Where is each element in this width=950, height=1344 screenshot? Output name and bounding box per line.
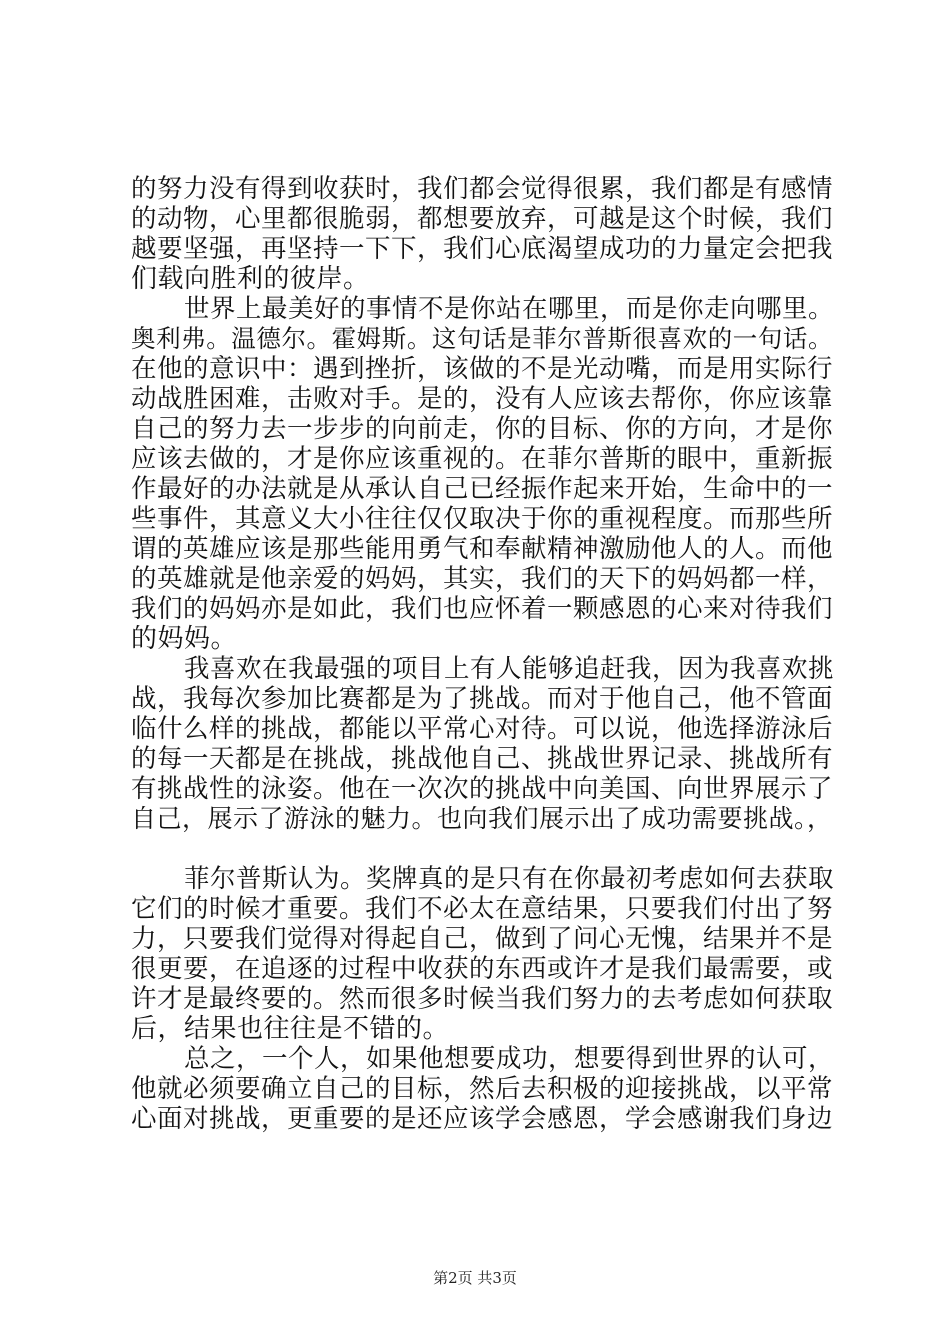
text-line: 菲尔普斯认为。奖牌真的是只有在你最初考虑如何去获取 [184, 864, 835, 894]
page-footer: 第2页 共3页 [433, 1269, 517, 1287]
text-line: 应该去做的，才是你应该重视的。在菲尔普斯的眼中，重新振 [131, 444, 834, 474]
text-line: 很更要，在追逐的过程中收获的东西或许才是我们最需要，或 [131, 954, 834, 984]
text-line: 后，结果也往往是不错的。 [131, 1014, 450, 1044]
text-line: 有挑战性的泳姿。他在一次次的挑战中向美国、向世界展示了 [131, 774, 834, 804]
text-line: 自己的努力去一步步的向前走，你的目标、你的方向，才是你 [131, 414, 834, 444]
text-line: 的努力没有得到收获时，我们都会觉得很累，我们都是有感情 [131, 174, 834, 204]
text-line: 它们的时候才重要。我们不必太在意结果，只要我们付出了努 [131, 894, 834, 924]
text-line: 我喜欢在我最强的项目上有人能够追赶我，因为我喜欢挑 [184, 654, 835, 684]
text-line: 谓的英雄应该是那些能用勇气和奉献精神激励他人的人。而他 [131, 534, 834, 564]
text-line: 作最好的办法就是从承认自己已经振作起来开始，生命中的一 [131, 474, 834, 504]
text-line: 在他的意识中：遇到挫折，该做的不是光动嘴，而是用实际行 [131, 354, 834, 384]
text-line: 的妈妈。 [131, 624, 238, 654]
text-line: 们载向胜利的彼岸。 [131, 264, 370, 294]
text-line: 心面对挑战，更重要的是还应该学会感恩，学会感谢我们身边 [131, 1104, 834, 1134]
text-line: 世界上最美好的事情不是你站在哪里，而是你走向哪里。 [184, 294, 835, 324]
text-line: 些事件，其意义大小往往仅仅取决于你的重视程度。而那些所 [131, 504, 834, 534]
text-line: 力，只要我们觉得对得起自己，做到了问心无愧，结果并不是 [131, 924, 834, 954]
text-line: 自己，展示了游泳的魅力。也向我们展示出了成功需要挑战。， [131, 804, 833, 833]
text-line: 我们的妈妈亦是如此，我们也应怀着一颗感恩的心来对待我们 [131, 594, 834, 624]
text-line: 的每一天都是在挑战，挑战他自己、挑战世界记录、挑战所有 [131, 744, 834, 774]
blank-line [131, 834, 833, 864]
text-line: 的动物，心里都很脆弱，都想要放弃，可越是这个时候，我们 [131, 204, 834, 234]
text-line: 奥利弗。温德尔。霍姆斯。这句话是菲尔普斯很喜欢的一句话。 [131, 324, 833, 353]
text-line: 他就必须要确立自己的目标，然后去积极的迎接挑战，以平常 [131, 1074, 834, 1104]
text-line: 战，我每次参加比赛都是为了挑战。而对于他自己，他不管面 [131, 684, 834, 714]
text-line: 临什么样的挑战，都能以平常心对待。可以说，他选择游泳后 [131, 714, 834, 744]
text-line: 越要坚强，再坚持一下下，我们心底渴望成功的力量定会把我 [131, 234, 834, 264]
text-line: 的英雄就是他亲爱的妈妈，其实，我们的天下的妈妈都一样， [131, 564, 834, 594]
text-line: 动战胜困难，击败对手。是的，没有人应该去帮你，你应该靠 [131, 384, 834, 414]
text-line: 总之，一个人，如果他想要成功，想要得到世界的认可， [184, 1044, 835, 1074]
text-line: 许才是最终要的。然而很多时候当我们努力的去考虑如何获取 [131, 984, 834, 1014]
document-body [131, 174, 833, 1134]
